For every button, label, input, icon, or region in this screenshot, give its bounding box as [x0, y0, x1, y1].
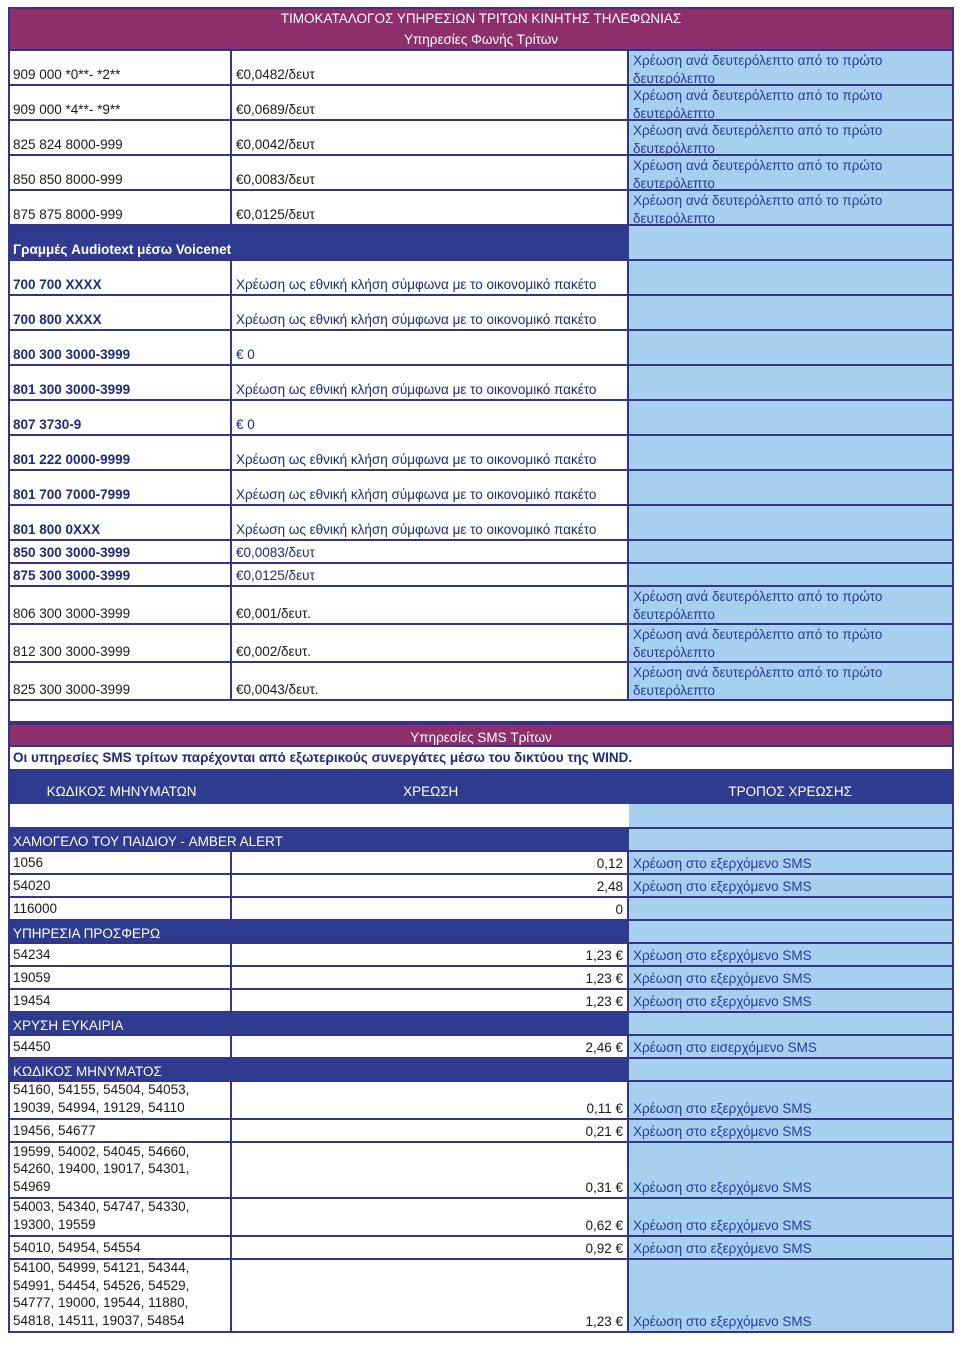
sms-charge: 0,21 € [232, 1120, 629, 1143]
sms-row [8, 1199, 954, 1237]
price-per-second: €0,0689/δευτ [232, 86, 629, 121]
voice-row [8, 156, 954, 191]
price-per-second: €0,0043/δευτ. [232, 663, 629, 701]
number-range: 850 850 8000-999 [8, 156, 232, 191]
charge-mode [629, 261, 954, 296]
number-range: 700 700 XXXX [8, 261, 232, 296]
charge-mode: Χρέωση ανά δευτερόλεπτο από το πρώτο δευτερόλεπτο [629, 156, 954, 191]
title-text: ΤΙΜΟΚΑΤΑΛΟΓΟΣ ΥΠΗΡΕΣΙΩΝ ΤΡΙΤΩΝ ΚΙΝΗΤΗΣ ΤΗΛΕΦΩΝΙΑΣ [280, 11, 682, 26]
voice-row [8, 86, 954, 121]
charge-mode: Χρέωση ανά δευτερόλεπτο από το πρώτο δευτερόλεπτο [629, 587, 954, 625]
charge-mode [629, 401, 954, 436]
sms-note: Οι υπηρεσίες SMS τρίτων παρέχονται από εξωτερικούς συνεργάτες μέσω του δικτύου της WIND. [13, 750, 633, 765]
number-range: 825 824 8000-999 [8, 121, 232, 156]
sms-charge: 0,11 € [232, 1082, 629, 1120]
charge-mode: Χρέωση ανά δευτερόλεπτο από το πρώτο δευτερόλεπτο [629, 191, 954, 226]
sms-row [8, 1120, 954, 1143]
sms-charge: 0,12 [232, 852, 629, 875]
sms-row [8, 990, 954, 1013]
sms-table-header [8, 769, 954, 804]
sms-charge-mode: Χρέωση στο εξερχόμενο SMS [629, 967, 954, 990]
sms-charge: 1,23 € [232, 944, 629, 967]
sms-row [8, 944, 954, 967]
sms-charge: 1,23 € [232, 967, 629, 990]
audiotext-row [8, 401, 954, 436]
price: Χρέωση ως εθνική κλήση σύμφωνα με το οικονομικό πακέτο [232, 296, 629, 331]
sms-code: 19456, 54677 [8, 1120, 232, 1143]
price: €0,0083/δευτ [232, 541, 629, 564]
audiotext-header-side [629, 226, 954, 261]
header-code: ΚΩΔΙΚΟΣ ΜΗΝΥΜΑΤΩΝ [46, 784, 197, 799]
voice-row [8, 121, 954, 156]
audiotext-row [8, 663, 954, 701]
charge-mode [629, 471, 954, 506]
sms-code: 19599, 54002, 54045, 54660, 54260, 19400, 19017, 54301, 54969 [8, 1143, 232, 1199]
price: Χρέωση ως εθνική κλήση σύμφωνα με το οικονομικό πακέτο [232, 506, 629, 541]
audiotext-row [8, 366, 954, 401]
sms-charge-mode: Χρέωση στο εξερχόμενο SMS [629, 1199, 954, 1237]
sms-code: 54450 [8, 1036, 232, 1059]
price: Χρέωση ως εθνική κλήση σύμφωνα με το οικονομικό πακέτο [232, 436, 629, 471]
price: € 0 [232, 401, 629, 436]
audiotext-row [8, 471, 954, 506]
sms-row [8, 1082, 954, 1120]
number-range: 801 222 0000-9999 [8, 436, 232, 471]
sms-code: 1056 [8, 852, 232, 875]
sms-code: 19454 [8, 990, 232, 1013]
sms-row [8, 1143, 954, 1199]
price: Χρέωση ως εθνική κλήση σύμφωνα με το οικονομικό πακέτο [232, 366, 629, 401]
sms-row [8, 1237, 954, 1260]
sms-code: 54234 [8, 944, 232, 967]
sms-charge: 0,62 € [232, 1199, 629, 1237]
number-range: 801 700 7000-7999 [8, 471, 232, 506]
sms-code: 54020 [8, 875, 232, 898]
number-range: 850 300 3000-3999 [8, 541, 232, 564]
sms-code: 54010, 54954, 54554 [8, 1237, 232, 1260]
charge-mode: Χρέωση ανά δευτερόλεπτο από το πρώτο δευτερόλεπτο [629, 663, 954, 701]
voice-section-title: Υπηρεσίες Φωνής Τρίτων [403, 32, 559, 47]
header-charge: ΧΡΕΩΣΗ [403, 784, 459, 799]
charge-mode: Χρέωση ανά δευτερόλεπτο από το πρώτο δευτερόλεπτο [629, 625, 954, 663]
number-range: 825 300 3000-3999 [8, 663, 232, 701]
charge-mode [629, 541, 954, 564]
sms-charge: 2,48 [232, 875, 629, 898]
sms-charge-mode: Χρέωση στο εξερχόμενο SMS [629, 875, 954, 898]
number-range: 875 300 3000-3999 [8, 564, 232, 587]
charge-mode: Χρέωση ανά δευτερόλεπτο από το πρώτο δευτερόλεπτο [629, 86, 954, 121]
sms-charge: 2,46 € [232, 1036, 629, 1059]
price-per-second: €0,001/δευτ. [232, 587, 629, 625]
group-message-code [8, 1059, 954, 1082]
price-per-second: €0,0125/δευτ [232, 191, 629, 226]
charge-mode [629, 564, 954, 587]
group-side [629, 1013, 954, 1036]
number-range: 909 000 *0**- *2** [8, 51, 232, 86]
sms-charge: 0,31 € [232, 1143, 629, 1199]
number-range: 909 000 *4**- *9** [8, 86, 232, 121]
price-per-second: €0,0042/δευτ [232, 121, 629, 156]
price: € 0 [232, 331, 629, 366]
number-range: 806 300 3000-3999 [8, 587, 232, 625]
price: Χρέωση ως εθνική κλήση σύμφωνα με το οικονομικό πακέτο [232, 261, 629, 296]
group-title: ΧΡΥΣΗ ΕΥΚΑΙΡΙΑ [8, 1013, 629, 1036]
audiotext-row [8, 587, 954, 625]
number-range: 801 300 3000-3999 [8, 366, 232, 401]
audiotext-row [8, 261, 954, 296]
sms-code: 19059 [8, 967, 232, 990]
audiotext-row [8, 296, 954, 331]
audiotext-row [8, 541, 954, 564]
price-per-second: €0,0083/δευτ [232, 156, 629, 191]
header-mode: ΤΡΟΠΟΣ ΧΡΕΩΣΗΣ [728, 784, 853, 799]
sms-spacer-row [8, 804, 954, 829]
audiotext-header: Γραμμές Audiotext μέσω Voicenet [8, 226, 629, 261]
sms-section-header [8, 723, 954, 747]
sms-code: 54003, 54340, 54747, 54330, 19300, 19559 [8, 1199, 232, 1237]
number-range: 812 300 3000-3999 [8, 625, 232, 663]
voice-row [8, 191, 954, 226]
charge-mode [629, 436, 954, 471]
price-list-sheet [8, 7, 954, 1333]
number-range: 807 3730-9 [8, 401, 232, 436]
price: €0,0125/δευτ [232, 564, 629, 587]
price: Χρέωση ως εθνική κλήση σύμφωνα με το οικονομικό πακέτο [232, 471, 629, 506]
page-title [8, 7, 954, 27]
audiotext-row [8, 625, 954, 663]
number-range: 801 800 0XXX [8, 506, 232, 541]
audiotext-row [8, 564, 954, 587]
audiotext-row [8, 436, 954, 471]
sms-charge-mode: Χρέωση στο εξερχόμενο SMS [629, 1143, 954, 1199]
group-side [629, 1059, 954, 1082]
charge-mode [629, 296, 954, 331]
sms-charge-mode: Χρέωση στο εξερχόμενο SMS [629, 1120, 954, 1143]
sms-row [8, 967, 954, 990]
sms-charge-mode: Χρέωση στο εξερχόμενο SMS [629, 990, 954, 1013]
sms-charge-mode: Χρέωση στο εξερχόμενο SMS [629, 944, 954, 967]
sms-charge: 1,23 € [232, 1260, 629, 1333]
price-per-second: €0,002/δευτ. [232, 625, 629, 663]
sms-charge: 0,92 € [232, 1237, 629, 1260]
audiotext-row [8, 331, 954, 366]
sms-charge: 0 [232, 898, 629, 921]
sms-charge: 1,23 € [232, 990, 629, 1013]
charge-mode: Χρέωση ανά δευτερόλεπτο από το πρώτο δευτερόλεπτο [629, 51, 954, 86]
price-per-second: €0,0482/δευτ [232, 51, 629, 86]
voice-row [8, 51, 954, 86]
charge-mode [629, 331, 954, 366]
charge-mode [629, 366, 954, 401]
group-offer [8, 921, 954, 944]
charge-mode [629, 506, 954, 541]
sms-row [8, 898, 954, 921]
sms-row [8, 852, 954, 875]
sms-note-row [8, 747, 954, 769]
spacer-row [8, 701, 954, 723]
group-title: ΥΠΗΡΕΣΙΑ ΠΡΟΣΦΕΡΩ [8, 921, 629, 944]
sms-row [8, 1260, 954, 1333]
sms-charge-mode: Χρέωση στο εξερχόμενο SMS [629, 852, 954, 875]
group-amber-alert [8, 829, 954, 852]
sms-row [8, 1036, 954, 1059]
voice-section-header [8, 27, 954, 51]
group-side [629, 921, 954, 944]
sms-section-title: Υπηρεσίες SMS Τρίτων [410, 730, 552, 745]
audiotext-header-row [8, 226, 954, 261]
sms-charge-mode: Χρέωση στο εξερχόμενο SMS [629, 1237, 954, 1260]
group-title: ΧΑΜΟΓΕΛΟ ΤΟΥ ΠΑΙΔΙΟΥ - AMBER ALERT [8, 829, 629, 852]
audiotext-row [8, 506, 954, 541]
sms-charge-mode [629, 898, 954, 921]
number-range: 875 875 8000-999 [8, 191, 232, 226]
sms-code: 54100, 54999, 54121, 54344, 54991, 54454, 54526, 54529, 54777, 19000, 19544, 11880, 54818, 14511, 19037, 54854 [8, 1260, 232, 1333]
charge-mode: Χρέωση ανά δευτερόλεπτο από το πρώτο δευτερόλεπτο [629, 121, 954, 156]
sms-row [8, 875, 954, 898]
sms-charge-mode: Χρέωση στο εξερχόμενο SMS [629, 1260, 954, 1333]
group-title: ΚΩΔΙΚΟΣ ΜΗΝΥΜΑΤΟΣ [8, 1059, 629, 1082]
sms-code: 54160, 54155, 54504, 54053, 19039, 54994, 19129, 54110 [8, 1082, 232, 1120]
sms-code: 116000 [8, 898, 232, 921]
sms-charge-mode: Χρέωση στο εισερχόμενο SMS [629, 1036, 954, 1059]
sms-charge-mode: Χρέωση στο εξερχόμενο SMS [629, 1082, 954, 1120]
group-golden-chance [8, 1013, 954, 1036]
number-range: 800 300 3000-3999 [8, 331, 232, 366]
group-side [629, 829, 954, 852]
number-range: 700 800 XXXX [8, 296, 232, 331]
